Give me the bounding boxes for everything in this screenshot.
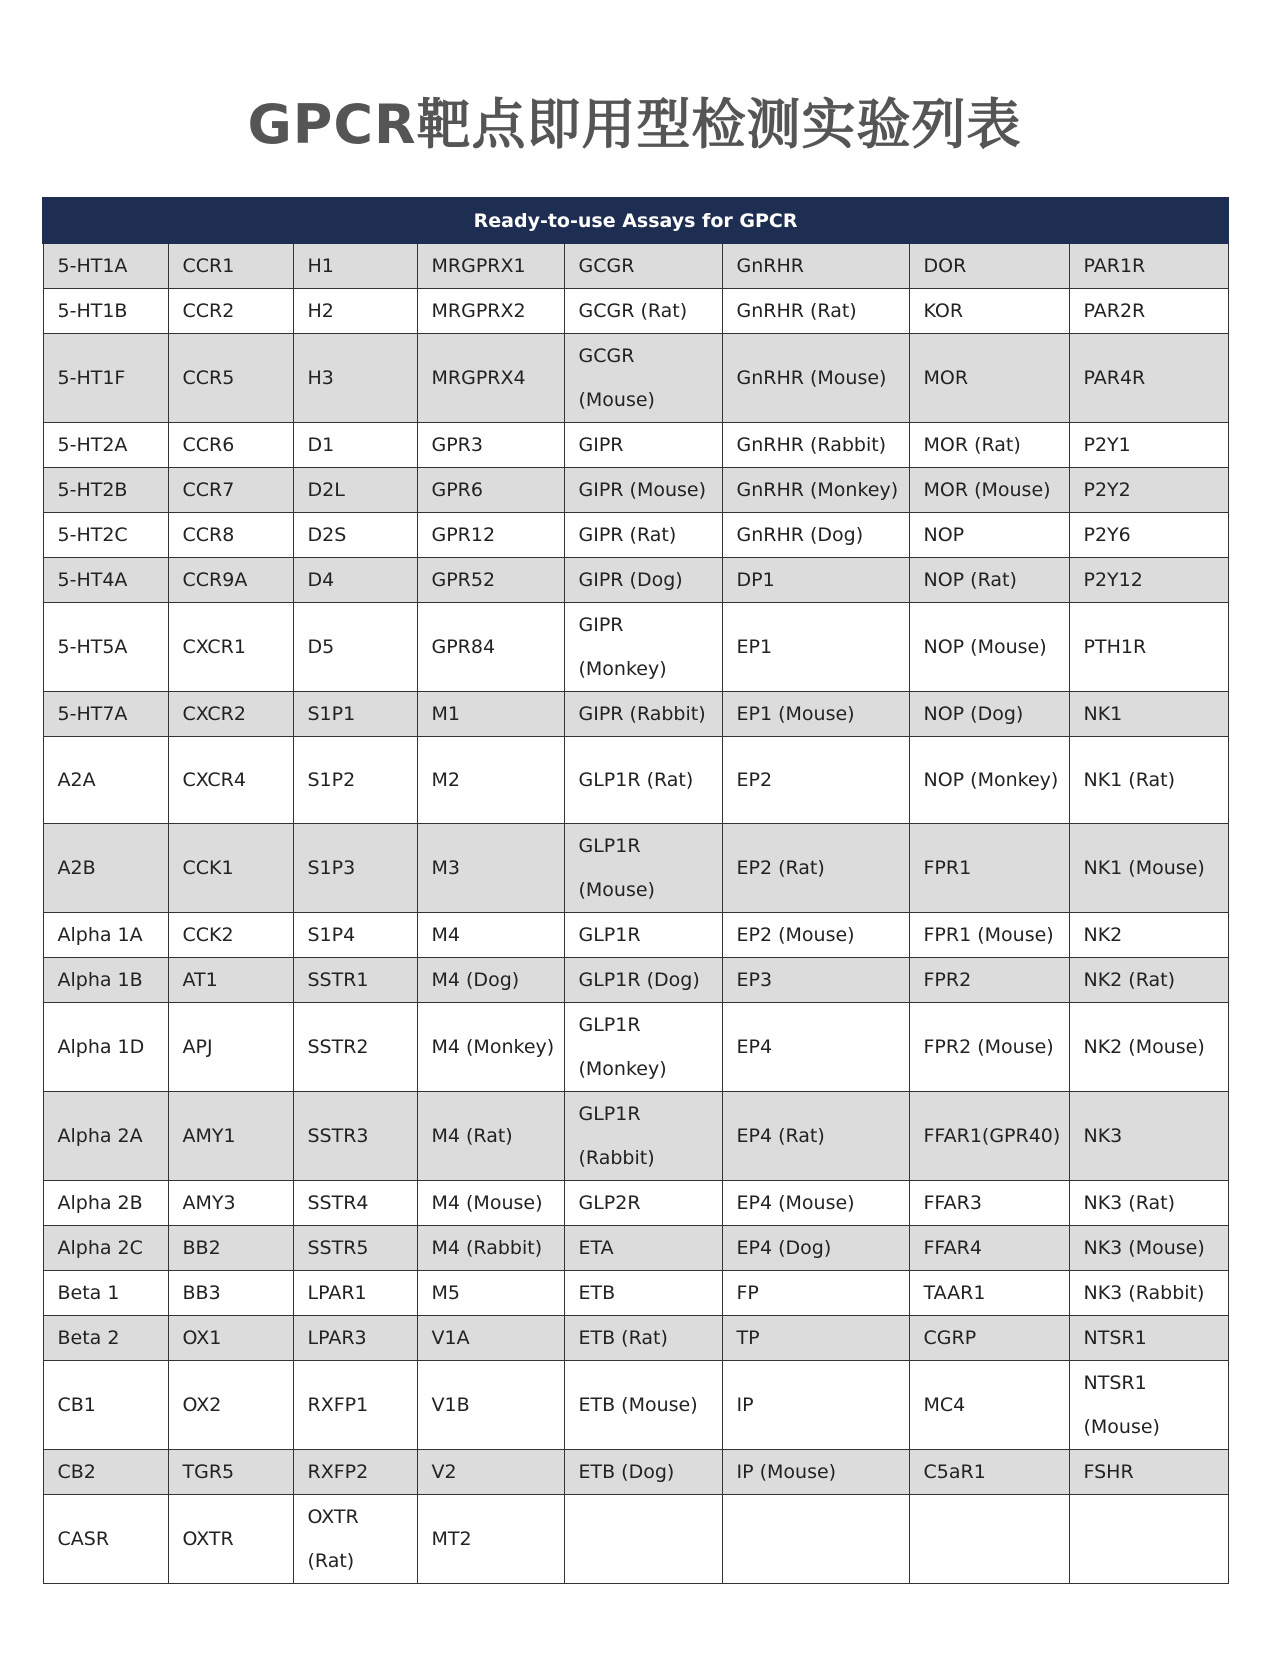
table-cell: CCK2	[168, 913, 293, 958]
table-cell: 5-HT7A	[43, 692, 168, 737]
table-cell: NOP (Mouse)	[909, 603, 1069, 692]
table-cell: EP1	[722, 603, 909, 692]
table-cell: KOR	[909, 289, 1069, 334]
table-cell: NK2	[1069, 913, 1228, 958]
table-cell: 5-HT4A	[43, 558, 168, 603]
table-cell: FSHR	[1069, 1450, 1228, 1495]
table-cell: CB1	[43, 1361, 168, 1450]
table-cell	[564, 1495, 722, 1584]
table-cell: GIPR (Dog)	[564, 558, 722, 603]
table-cell: TAAR1	[909, 1271, 1069, 1316]
table-cell: OX1	[168, 1316, 293, 1361]
table-cell: MC4	[909, 1361, 1069, 1450]
table-cell: AT1	[168, 958, 293, 1003]
table-cell: Alpha 1D	[43, 1003, 168, 1092]
table-cell: DP1	[722, 558, 909, 603]
table-cell: BB3	[168, 1271, 293, 1316]
table-cell: LPAR3	[293, 1316, 417, 1361]
table-cell: M4 (Rabbit)	[417, 1226, 564, 1271]
table-cell: NK2 (Mouse)	[1069, 1003, 1228, 1092]
table-row	[43, 1316, 1228, 1361]
table-cell: P2Y6	[1069, 513, 1228, 558]
table-cell: EP4 (Dog)	[722, 1226, 909, 1271]
table-cell: NOP	[909, 513, 1069, 558]
table-cell: M4 (Dog)	[417, 958, 564, 1003]
table-row	[43, 334, 1228, 423]
table-cell: EP3	[722, 958, 909, 1003]
table-cell: NK3	[1069, 1092, 1228, 1181]
table-cell: Beta 2	[43, 1316, 168, 1361]
table-row	[43, 1361, 1228, 1450]
table-cell: NK3 (Rabbit)	[1069, 1271, 1228, 1316]
table-cell: EP2	[722, 737, 909, 824]
table-cell: CCR9A	[168, 558, 293, 603]
table-cell: NK1 (Rat)	[1069, 737, 1228, 824]
table-cell: M1	[417, 692, 564, 737]
table-row	[43, 958, 1228, 1003]
table-cell: PAR4R	[1069, 334, 1228, 423]
table-cell: CXCR4	[168, 737, 293, 824]
table-cell: M3	[417, 824, 564, 913]
table-cell: GLP1R (Dog)	[564, 958, 722, 1003]
table-cell: GnRHR (Monkey)	[722, 468, 909, 513]
table-row	[43, 1003, 1228, 1092]
table-cell: GPR3	[417, 423, 564, 468]
table-cell: Alpha 2C	[43, 1226, 168, 1271]
table-cell: 5-HT5A	[43, 603, 168, 692]
table-cell: ETB (Mouse)	[564, 1361, 722, 1450]
table-cell: EP4 (Mouse)	[722, 1181, 909, 1226]
table-row	[43, 289, 1228, 334]
table-cell: M2	[417, 737, 564, 824]
table-cell: CCR5	[168, 334, 293, 423]
table-cell: MOR (Rat)	[909, 423, 1069, 468]
table-cell: GLP1R (Rat)	[564, 737, 722, 824]
table-cell: A2A	[43, 737, 168, 824]
table-cell: 5-HT1B	[43, 289, 168, 334]
table-row	[43, 1226, 1228, 1271]
table-cell: D2L	[293, 468, 417, 513]
table-cell: GnRHR (Rabbit)	[722, 423, 909, 468]
table-cell: NOP (Monkey)	[909, 737, 1069, 824]
table-row	[43, 243, 1228, 289]
table-cell: RXFP2	[293, 1450, 417, 1495]
table-row	[43, 737, 1228, 824]
table-cell: P2Y2	[1069, 468, 1228, 513]
table-cell	[1069, 1495, 1228, 1584]
table-cell: MOR	[909, 334, 1069, 423]
table-cell: GnRHR (Dog)	[722, 513, 909, 558]
table-cell: NTSR1 (Mouse)	[1069, 1361, 1228, 1450]
table-row	[43, 824, 1228, 913]
table-cell: GnRHR	[722, 243, 909, 289]
table-row	[43, 1181, 1228, 1226]
table-cell: V2	[417, 1450, 564, 1495]
table-cell: D2S	[293, 513, 417, 558]
table-cell: NK3 (Rat)	[1069, 1181, 1228, 1226]
table-cell: V1B	[417, 1361, 564, 1450]
table-cell: GLP1R (Rabbit)	[564, 1092, 722, 1181]
table-row	[43, 1271, 1228, 1316]
table-cell: D4	[293, 558, 417, 603]
table-cell: EP2 (Mouse)	[722, 913, 909, 958]
table-cell: FPR1 (Mouse)	[909, 913, 1069, 958]
table-cell: GIPR (Rat)	[564, 513, 722, 558]
table-row	[43, 692, 1228, 737]
table-cell: NK3 (Mouse)	[1069, 1226, 1228, 1271]
table-cell: M4	[417, 913, 564, 958]
table-row	[43, 1495, 1228, 1584]
table-cell: CCR6	[168, 423, 293, 468]
table-cell: PAR1R	[1069, 243, 1228, 289]
table-cell: ETB	[564, 1271, 722, 1316]
table-cell: D5	[293, 603, 417, 692]
table-cell: 5-HT2C	[43, 513, 168, 558]
table-cell: SSTR2	[293, 1003, 417, 1092]
table-cell: P2Y1	[1069, 423, 1228, 468]
table-cell: GLP2R	[564, 1181, 722, 1226]
table-cell: M5	[417, 1271, 564, 1316]
table-cell: CGRP	[909, 1316, 1069, 1361]
table-cell: ETB (Dog)	[564, 1450, 722, 1495]
table-cell: LPAR1	[293, 1271, 417, 1316]
table-cell: GLP1R (Mouse)	[564, 824, 722, 913]
table-cell: FPR2	[909, 958, 1069, 1003]
table-cell: CXCR1	[168, 603, 293, 692]
table-cell: GLP1R (Monkey)	[564, 1003, 722, 1092]
table-cell: MRGPRX1	[417, 243, 564, 289]
table-cell: SSTR1	[293, 958, 417, 1003]
table-cell: MT2	[417, 1495, 564, 1584]
table-cell: EP1 (Mouse)	[722, 692, 909, 737]
table-cell: MRGPRX4	[417, 334, 564, 423]
table-cell: 5-HT2B	[43, 468, 168, 513]
table-cell: 5-HT1F	[43, 334, 168, 423]
table-cell: MRGPRX2	[417, 289, 564, 334]
table-cell: Alpha 1A	[43, 913, 168, 958]
table-cell: NK2 (Rat)	[1069, 958, 1228, 1003]
table-cell: CCR8	[168, 513, 293, 558]
table-header: Ready-to-use Assays for GPCR	[43, 198, 1228, 243]
table-row	[43, 603, 1228, 692]
table-cell: H1	[293, 243, 417, 289]
table-cell: OXTR	[168, 1495, 293, 1584]
table-row	[43, 423, 1228, 468]
table-cell: 5-HT1A	[43, 243, 168, 289]
table-cell: IP	[722, 1361, 909, 1450]
table-cell: GIPR (Mouse)	[564, 468, 722, 513]
table-cell: SSTR3	[293, 1092, 417, 1181]
table-cell: Alpha 2B	[43, 1181, 168, 1226]
table-cell: 5-HT2A	[43, 423, 168, 468]
table-cell: PAR2R	[1069, 289, 1228, 334]
table-cell: GPR52	[417, 558, 564, 603]
table-cell: A2B	[43, 824, 168, 913]
table-row	[43, 1092, 1228, 1181]
table-cell: D1	[293, 423, 417, 468]
table-cell: OXTR (Rat)	[293, 1495, 417, 1584]
table-cell: GPR84	[417, 603, 564, 692]
table-cell	[909, 1495, 1069, 1584]
table-row	[43, 913, 1228, 958]
table-cell: EP4 (Rat)	[722, 1092, 909, 1181]
table-cell: GLP1R	[564, 913, 722, 958]
table-cell: AMY1	[168, 1092, 293, 1181]
table-row	[43, 468, 1228, 513]
table-cell: GIPR (Rabbit)	[564, 692, 722, 737]
table-cell: EP2 (Rat)	[722, 824, 909, 913]
table-cell: IP (Mouse)	[722, 1450, 909, 1495]
table-cell: RXFP1	[293, 1361, 417, 1450]
table-cell: S1P1	[293, 692, 417, 737]
table-cell: NTSR1	[1069, 1316, 1228, 1361]
table-cell: GCGR	[564, 243, 722, 289]
table-cell: M4 (Monkey)	[417, 1003, 564, 1092]
table-cell: FPR2 (Mouse)	[909, 1003, 1069, 1092]
table-cell: GPR6	[417, 468, 564, 513]
assay-table	[42, 197, 1229, 1584]
table-cell: GIPR (Monkey)	[564, 603, 722, 692]
table-cell: AMY3	[168, 1181, 293, 1226]
table-cell: SSTR5	[293, 1226, 417, 1271]
table-cell: TP	[722, 1316, 909, 1361]
table-cell: GPR12	[417, 513, 564, 558]
table-cell: GnRHR (Rat)	[722, 289, 909, 334]
table-cell: PTH1R	[1069, 603, 1228, 692]
table-cell: NK1 (Mouse)	[1069, 824, 1228, 913]
page-title: GPCR靶点即用型检测实验列表	[247, 93, 1022, 156]
table-cell: GnRHR (Mouse)	[722, 334, 909, 423]
table-cell: NK1	[1069, 692, 1228, 737]
table-body	[43, 243, 1228, 1584]
table-cell: FPR1	[909, 824, 1069, 913]
table-cell: CXCR2	[168, 692, 293, 737]
table-cell: FFAR4	[909, 1226, 1069, 1271]
table-cell: ETA	[564, 1226, 722, 1271]
table-cell: CASR	[43, 1495, 168, 1584]
table-cell: CCR2	[168, 289, 293, 334]
table-cell: FFAR3	[909, 1181, 1069, 1226]
table-cell: APJ	[168, 1003, 293, 1092]
table-cell: Alpha 1B	[43, 958, 168, 1003]
table-cell: OX2	[168, 1361, 293, 1450]
table-cell: FFAR1(GPR40)	[909, 1092, 1069, 1181]
table-cell: Beta 1	[43, 1271, 168, 1316]
table-cell: M4 (Mouse)	[417, 1181, 564, 1226]
table-cell: V1A	[417, 1316, 564, 1361]
table-cell: H3	[293, 334, 417, 423]
table-cell: BB2	[168, 1226, 293, 1271]
table-cell: S1P3	[293, 824, 417, 913]
table-cell: SSTR4	[293, 1181, 417, 1226]
table-cell: CCR1	[168, 243, 293, 289]
table-cell: ETB (Rat)	[564, 1316, 722, 1361]
table-cell: S1P4	[293, 913, 417, 958]
table-cell: GCGR (Rat)	[564, 289, 722, 334]
table-header-row	[43, 198, 1228, 243]
table-cell: CB2	[43, 1450, 168, 1495]
table-cell	[722, 1495, 909, 1584]
table-cell: CCR7	[168, 468, 293, 513]
table-cell: P2Y12	[1069, 558, 1228, 603]
table-cell: S1P2	[293, 737, 417, 824]
table-cell: FP	[722, 1271, 909, 1316]
table-cell: CCK1	[168, 824, 293, 913]
table-cell: MOR (Mouse)	[909, 468, 1069, 513]
table-cell: M4 (Rat)	[417, 1092, 564, 1181]
table-row	[43, 1450, 1228, 1495]
table-cell: DOR	[909, 243, 1069, 289]
table-cell: H2	[293, 289, 417, 334]
table-cell: NOP (Rat)	[909, 558, 1069, 603]
table-cell: EP4	[722, 1003, 909, 1092]
table-cell: TGR5	[168, 1450, 293, 1495]
table-row	[43, 513, 1228, 558]
table-cell: GIPR	[564, 423, 722, 468]
table-cell: NOP (Dog)	[909, 692, 1069, 737]
table-cell: C5aR1	[909, 1450, 1069, 1495]
table-cell: GCGR (Mouse)	[564, 334, 722, 423]
table-row	[43, 558, 1228, 603]
table-cell: Alpha 2A	[43, 1092, 168, 1181]
